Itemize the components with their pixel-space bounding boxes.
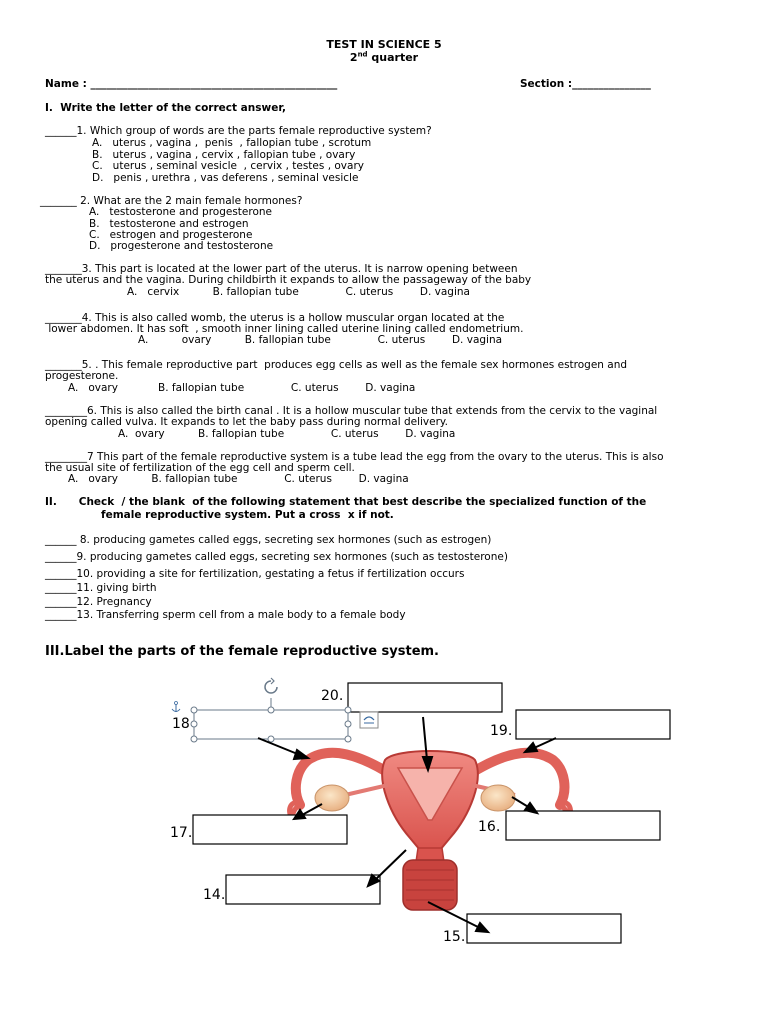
q1-option: C. uterus , seminal vesicle , cervix , testes , ovary (92, 160, 364, 172)
check-item[interactable]: ______11. giving birth (45, 582, 157, 594)
q1-option: A. uterus , vagina , penis , fallopian tube , scrotum (92, 137, 372, 149)
label-number-16: 16. (478, 819, 501, 835)
q6-line: ________6. This is also called the birth canal . It is a hollow muscular tube that extends from the cervix to the vaginal (45, 405, 658, 417)
q5-options: A. ovary B. fallopian tube C. uterus D. vagina (68, 382, 416, 394)
answer-box-16 (506, 811, 660, 840)
check-item[interactable]: ______10. providing a site for fertilization, gestating a fetus if fertilization occurs (45, 568, 465, 580)
rotate-handle-icon (265, 681, 277, 693)
label-number-18: 18 (172, 716, 190, 732)
q3-line: _______3. This part is located at the lower part of the uterus. It is narrow opening between (45, 263, 518, 275)
quarter-text: quarter (367, 51, 419, 64)
check-item[interactable]: ______ 8. producing gametes called eggs, secreting sex hormones (such as estrogen) (45, 534, 492, 546)
q6-line: opening called vulva. It expands to let the baby pass during normal delivery. (45, 416, 448, 428)
q2-option: C. estrogen and progesterone (89, 229, 253, 241)
answer-box-14 (226, 875, 380, 904)
q3-options: A. cervix B. fallopian tube C. uterus D. vagina (127, 286, 470, 298)
quarter-superscript: nd (357, 50, 368, 59)
answer-box-15 (467, 914, 621, 943)
left-ovary (315, 785, 349, 811)
q3-line: the uterus and the vagina. During childbirth it expands to allow the passageway of the baby (45, 274, 532, 286)
anchor-icon (172, 702, 180, 713)
section-field[interactable]: Section :_______________ (520, 78, 651, 90)
q4-line: lower abdomen. It has soft , smooth inner lining called uterine lining called endometrium. (45, 323, 524, 335)
q1-option: D. penis , urethra , vas deferens , seminal vesicle (92, 172, 359, 184)
label-number-19: 19. (490, 723, 513, 739)
part3-heading: III.Label the parts of the female reproductive system. (45, 644, 439, 659)
right-ovary (481, 785, 515, 811)
q2-stem: _______ 2. What are the 2 main female hormones? (40, 195, 303, 207)
label-number-17: 17. (170, 825, 193, 841)
check-item[interactable]: ______9. producing gametes called eggs, secreting sex hormones (such as testosterone) (45, 551, 508, 563)
q4-line: _______4. This is also called womb, the uterus is a hollow muscular organ located at the (45, 312, 505, 324)
q7-options: A. ovary B. fallopian tube C. uterus D. vagina (68, 473, 409, 485)
part1-heading: I. Write the letter of the correct answer, (45, 102, 286, 114)
q6-options: A. ovary B. fallopian tube C. uterus D. vagina (118, 428, 456, 440)
part2-heading: II. Check / the blank of the following statement that best describe the specialized function of the (45, 496, 647, 508)
answer-box-17 (193, 815, 347, 844)
q2-option: B. testosterone and estrogen (89, 218, 249, 230)
q5-line: progesterone. (45, 370, 119, 382)
label-number-15: 15. (443, 929, 466, 945)
q7-line: the usual site of fertilization of the egg cell and sperm cell. (45, 462, 355, 474)
q4-options: A. ovary B. fallopian tube C. uterus D. vagina (138, 334, 503, 346)
q1-option: B. uterus , vagina , cervix , fallopian tube , ovary (92, 149, 356, 161)
label-number-14: 14. (203, 887, 226, 903)
q7-line: ________7 This part of the female reproductive system is a tube lead the egg from the ovary to the uterus. This is also (45, 451, 664, 463)
label-number-20: 20. (321, 688, 344, 704)
check-item[interactable]: ______12. Pregnancy (45, 596, 152, 608)
q2-option: A. testosterone and progesterone (89, 206, 273, 218)
answer-box-18-selected (194, 710, 348, 739)
test-title: TEST IN SCIENCE 5 (326, 38, 442, 51)
layout-options-icon (360, 712, 378, 728)
q2-option: D. progesterone and testosterone (89, 240, 274, 252)
q1-stem: ______1. Which group of words are the parts female reproductive system? (45, 125, 432, 137)
part2-heading-cont: female reproductive system. Put a cross x if not. (101, 509, 394, 521)
q5-line: _______5. . This female reproductive part produces egg cells as well as the female sex hormones estrogen and (45, 359, 628, 371)
quarter-number: 2 (349, 51, 358, 64)
name-field[interactable]: Name : _______________________________________________ (45, 78, 338, 90)
answer-box-19 (516, 710, 670, 739)
answer-box-20 (348, 683, 502, 712)
check-item[interactable]: ______13. Transferring sperm cell from a male body to a female body (45, 609, 406, 621)
